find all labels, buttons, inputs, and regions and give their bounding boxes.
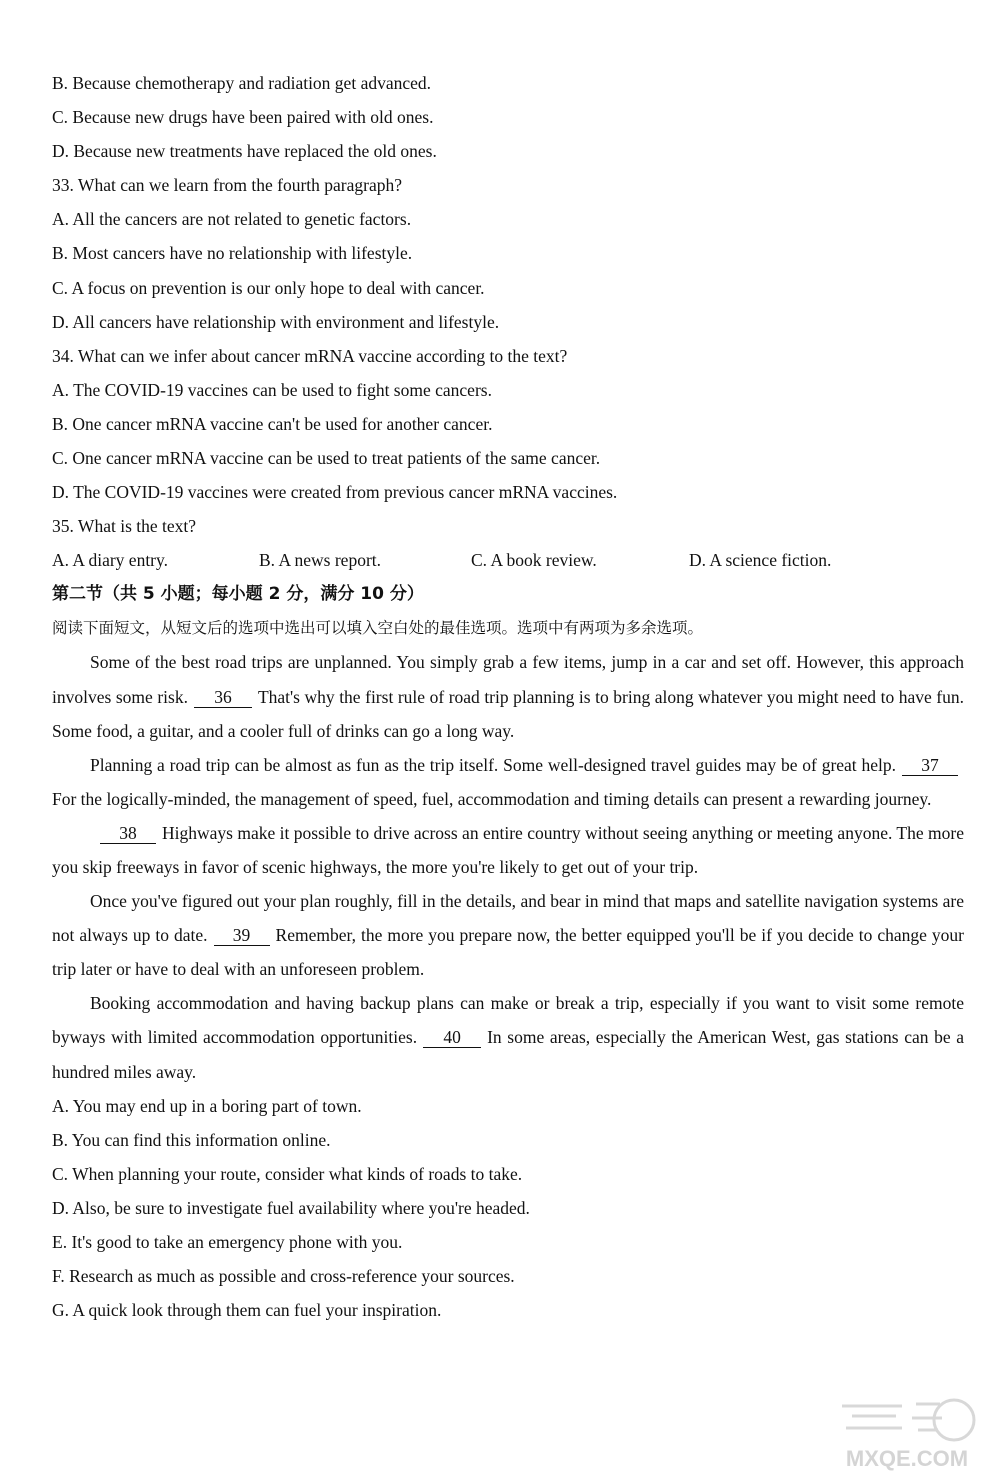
watermark-logo xyxy=(832,1394,982,1474)
blank-39: 39 xyxy=(214,925,270,946)
blank-37: 37 xyxy=(902,755,958,776)
watermark-text: MXQE.COM xyxy=(845,1446,969,1471)
option-b: B. You can find this information online. xyxy=(52,1129,331,1150)
q33-option-c: C. A focus on prevention is our only hope to deal with cancer. xyxy=(52,277,485,298)
blank-38: 38 xyxy=(100,823,156,844)
p5-text-b: In some areas, especially the American West, gas stations can be a hundred miles away. xyxy=(52,1027,964,1082)
passage-paragraph-4 xyxy=(52,884,964,986)
q33-option-d: D. All cancers have relationship with environment and lifestyle. xyxy=(52,311,500,332)
blank-36: 36 xyxy=(194,687,252,708)
p4-text-a: Once you've figured out your plan roughly, fill in the details, and bear in mind that maps and satellite navigation systems are not always up to date. xyxy=(52,891,964,946)
passage-paragraph-3 xyxy=(52,816,964,884)
passage-paragraph-2 xyxy=(52,748,964,816)
q32-option-c: C. Because new drugs have been paired with old ones. xyxy=(52,107,434,128)
p5-text-a: Booking accommodation and having backup plans can make or break a trip, especially if you want to visit some remote byways with limited accommodation opportunities. xyxy=(52,993,964,1048)
option-g: G. A quick look through them can fuel your inspiration. xyxy=(52,1300,442,1321)
section2-title: 第二节（共 5 小题；每小题 2 分，满分 10 分） xyxy=(52,584,424,605)
q34-option-c: C. One cancer mRNA vaccine can be used to treat patients of the same cancer. xyxy=(52,448,601,469)
p1-text-b: That's why the first rule of road trip planning is to bring along whatever you might need to have fun. Some food, a guitar, and a cooler full of drinks can go a long way. xyxy=(52,686,964,741)
q35-options xyxy=(52,543,964,577)
option-d: D. Also, be sure to investigate fuel availability where you're headed. xyxy=(52,1197,530,1218)
p2-text-a: Planning a road trip can be almost as fun as the trip itself. Some well-designed travel guides may be of great help. xyxy=(90,754,896,775)
q32-option-b: B. Because chemotherapy and radiation get advanced. xyxy=(52,73,432,93)
q35-option-a: A. A diary entry. xyxy=(52,550,168,571)
passage-paragraph-1 xyxy=(52,645,964,747)
passage-paragraph-5 xyxy=(52,986,964,1088)
option-f: F. Research as much as possible and cross-reference your sources. xyxy=(52,1266,515,1287)
p3-text-b: Highways make it possible to drive across an entire country without seeing anything or meeting anyone. The more you skip freeways in favor of scenic highways, the more you're likely to get out of your trip. xyxy=(52,822,964,877)
q34-option-d: D. The COVID-19 vaccines were created from previous cancer mRNA vaccines. xyxy=(52,482,618,503)
exam-page xyxy=(52,66,964,1327)
option-c: C. When planning your route, consider what kinds of roads to take. xyxy=(52,1163,523,1184)
p2-text-b: For the logically-minded, the management of speed, fuel, accommodation and timing details can present a rewarding journey. xyxy=(52,788,932,809)
q34-option-b: B. One cancer mRNA vaccine can't be used for another cancer. xyxy=(52,413,493,434)
q35-option-b: B. A news report. xyxy=(259,550,382,571)
q33-option-b: B. Most cancers have no relationship with lifestyle. xyxy=(52,243,413,264)
p1-text-a: Some of the best road trips are unplanned. You simply grab a few items, jump in a car and set off. However, this approach involves some risk. xyxy=(52,652,964,707)
q35-option-c: C. A book review. xyxy=(471,550,597,571)
option-e: E. It's good to take an emergency phone with you. xyxy=(52,1232,403,1252)
option-a: A. You may end up in a boring part of town. xyxy=(52,1095,362,1116)
q32-option-d: D. Because new treatments have replaced the old ones. xyxy=(52,141,437,162)
q34-option-a: A. The COVID-19 vaccines can be used to fight some cancers. xyxy=(52,379,492,400)
p4-text-b: Remember, the more you prepare now, the better equipped you'll be if you decide to change your trip later or have to deal with an unforeseen problem. xyxy=(52,925,964,980)
q34-stem: 34. What can we infer about cancer mRNA vaccine according to the text? xyxy=(52,345,568,366)
section2-instruction: 阅读下面短文，从短文后的选项中选出可以填入空白处的最佳选项。选项中有两项为多余选项。 xyxy=(52,619,704,638)
blank-40: 40 xyxy=(423,1027,481,1048)
q35-stem: 35. What is the text? xyxy=(52,516,197,537)
q33-option-a: A. All the cancers are not related to genetic factors. xyxy=(52,209,412,230)
q35-option-d: D. A science fiction. xyxy=(689,550,832,571)
q33-stem: 33. What can we learn from the fourth paragraph? xyxy=(52,175,403,196)
